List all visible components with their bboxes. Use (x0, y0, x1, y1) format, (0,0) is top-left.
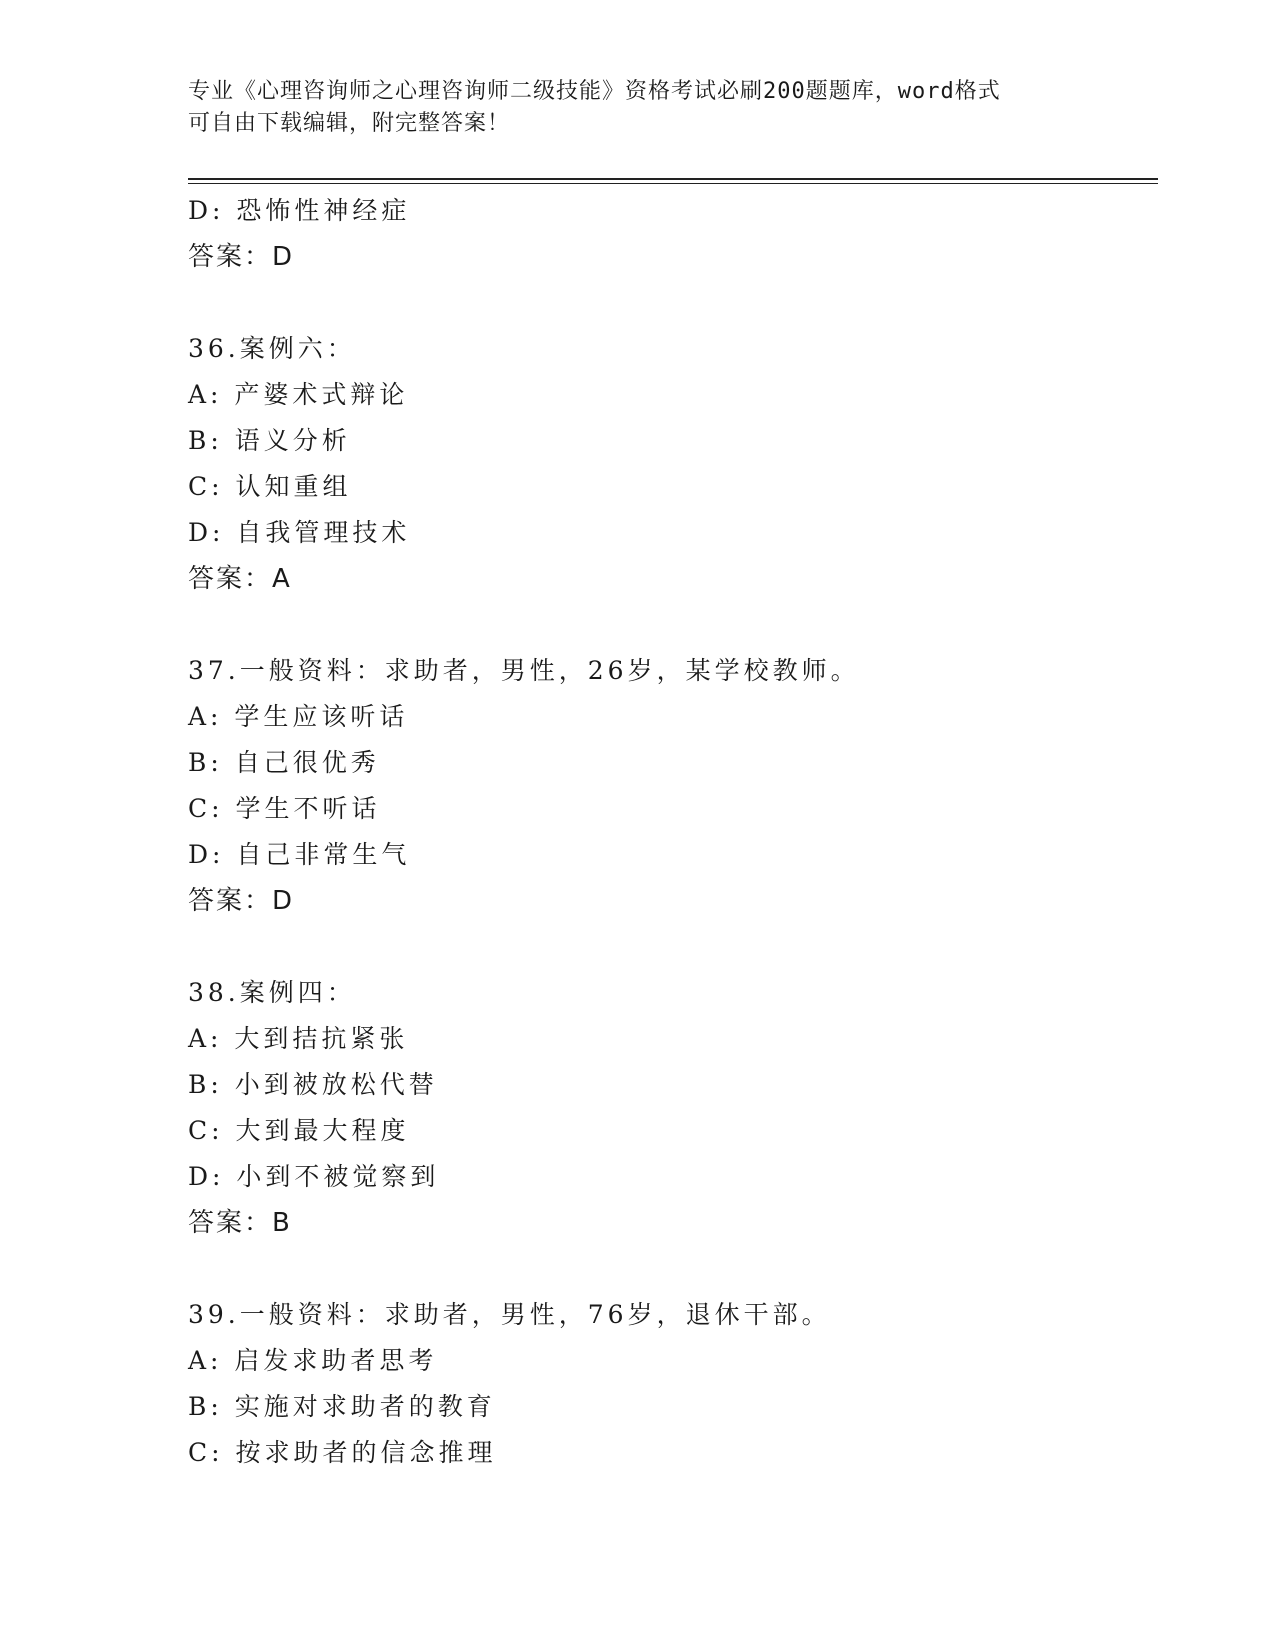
answer: 答案：A (188, 564, 292, 594)
option-a: A: 产婆术式辩论 (188, 380, 409, 409)
question-37 (188, 648, 1148, 924)
option-d: D: 小到不被觉察到 (188, 1162, 440, 1191)
spacer (188, 1246, 1148, 1292)
question-stem: 39.一般资料：求助者，男性，76岁，退休干部。 (188, 1300, 831, 1329)
question-stem: 36.案例六： (188, 334, 356, 363)
question-stem: 37.一般资料：求助者，男性，26岁，某学校教师。 (188, 656, 860, 685)
question-list (188, 188, 1148, 1476)
spacer (188, 924, 1148, 970)
answer: 答案：D (188, 886, 295, 916)
option-b: B: 小到被放松代替 (188, 1070, 438, 1099)
header-divider-thick (188, 178, 1158, 180)
spacer (188, 602, 1148, 648)
header-divider-thin (188, 183, 1158, 184)
spacer (188, 280, 1148, 326)
document-header (188, 76, 1088, 140)
question-36 (188, 326, 1148, 602)
option-b: B: 自己很优秀 (188, 748, 380, 777)
option-a: A: 学生应该听话 (188, 702, 409, 731)
option-d: D: 自我管理技术 (188, 518, 411, 547)
carryover-option-d: D: 恐怖性神经症 (188, 196, 411, 225)
question-39 (188, 1292, 1148, 1476)
option-a: A: 大到拮抗紧张 (188, 1024, 409, 1053)
option-b: B: 实施对求助者的教育 (188, 1392, 496, 1421)
option-c: C: 大到最大程度 (188, 1116, 410, 1145)
question-38 (188, 970, 1148, 1246)
header-line-2: 可自由下载编辑，附完整答案！ (188, 111, 511, 136)
option-b: B: 语义分析 (188, 426, 351, 455)
option-a: A: 启发求助者思考 (188, 1346, 438, 1375)
answer: 答案：B (188, 1208, 292, 1238)
option-c: C: 按求助者的信念推理 (188, 1438, 497, 1467)
header-line-1: 专业《心理咨询师之心理咨询师二级技能》资格考试必刷200题题库，word格式 (188, 79, 1001, 104)
question-stem: 38.案例四： (188, 978, 356, 1007)
option-d: D: 自己非常生气 (188, 840, 411, 869)
carryover-answer: 答案：D (188, 242, 295, 272)
option-c: C: 学生不听话 (188, 794, 381, 823)
option-c: C: 认知重组 (188, 472, 352, 501)
